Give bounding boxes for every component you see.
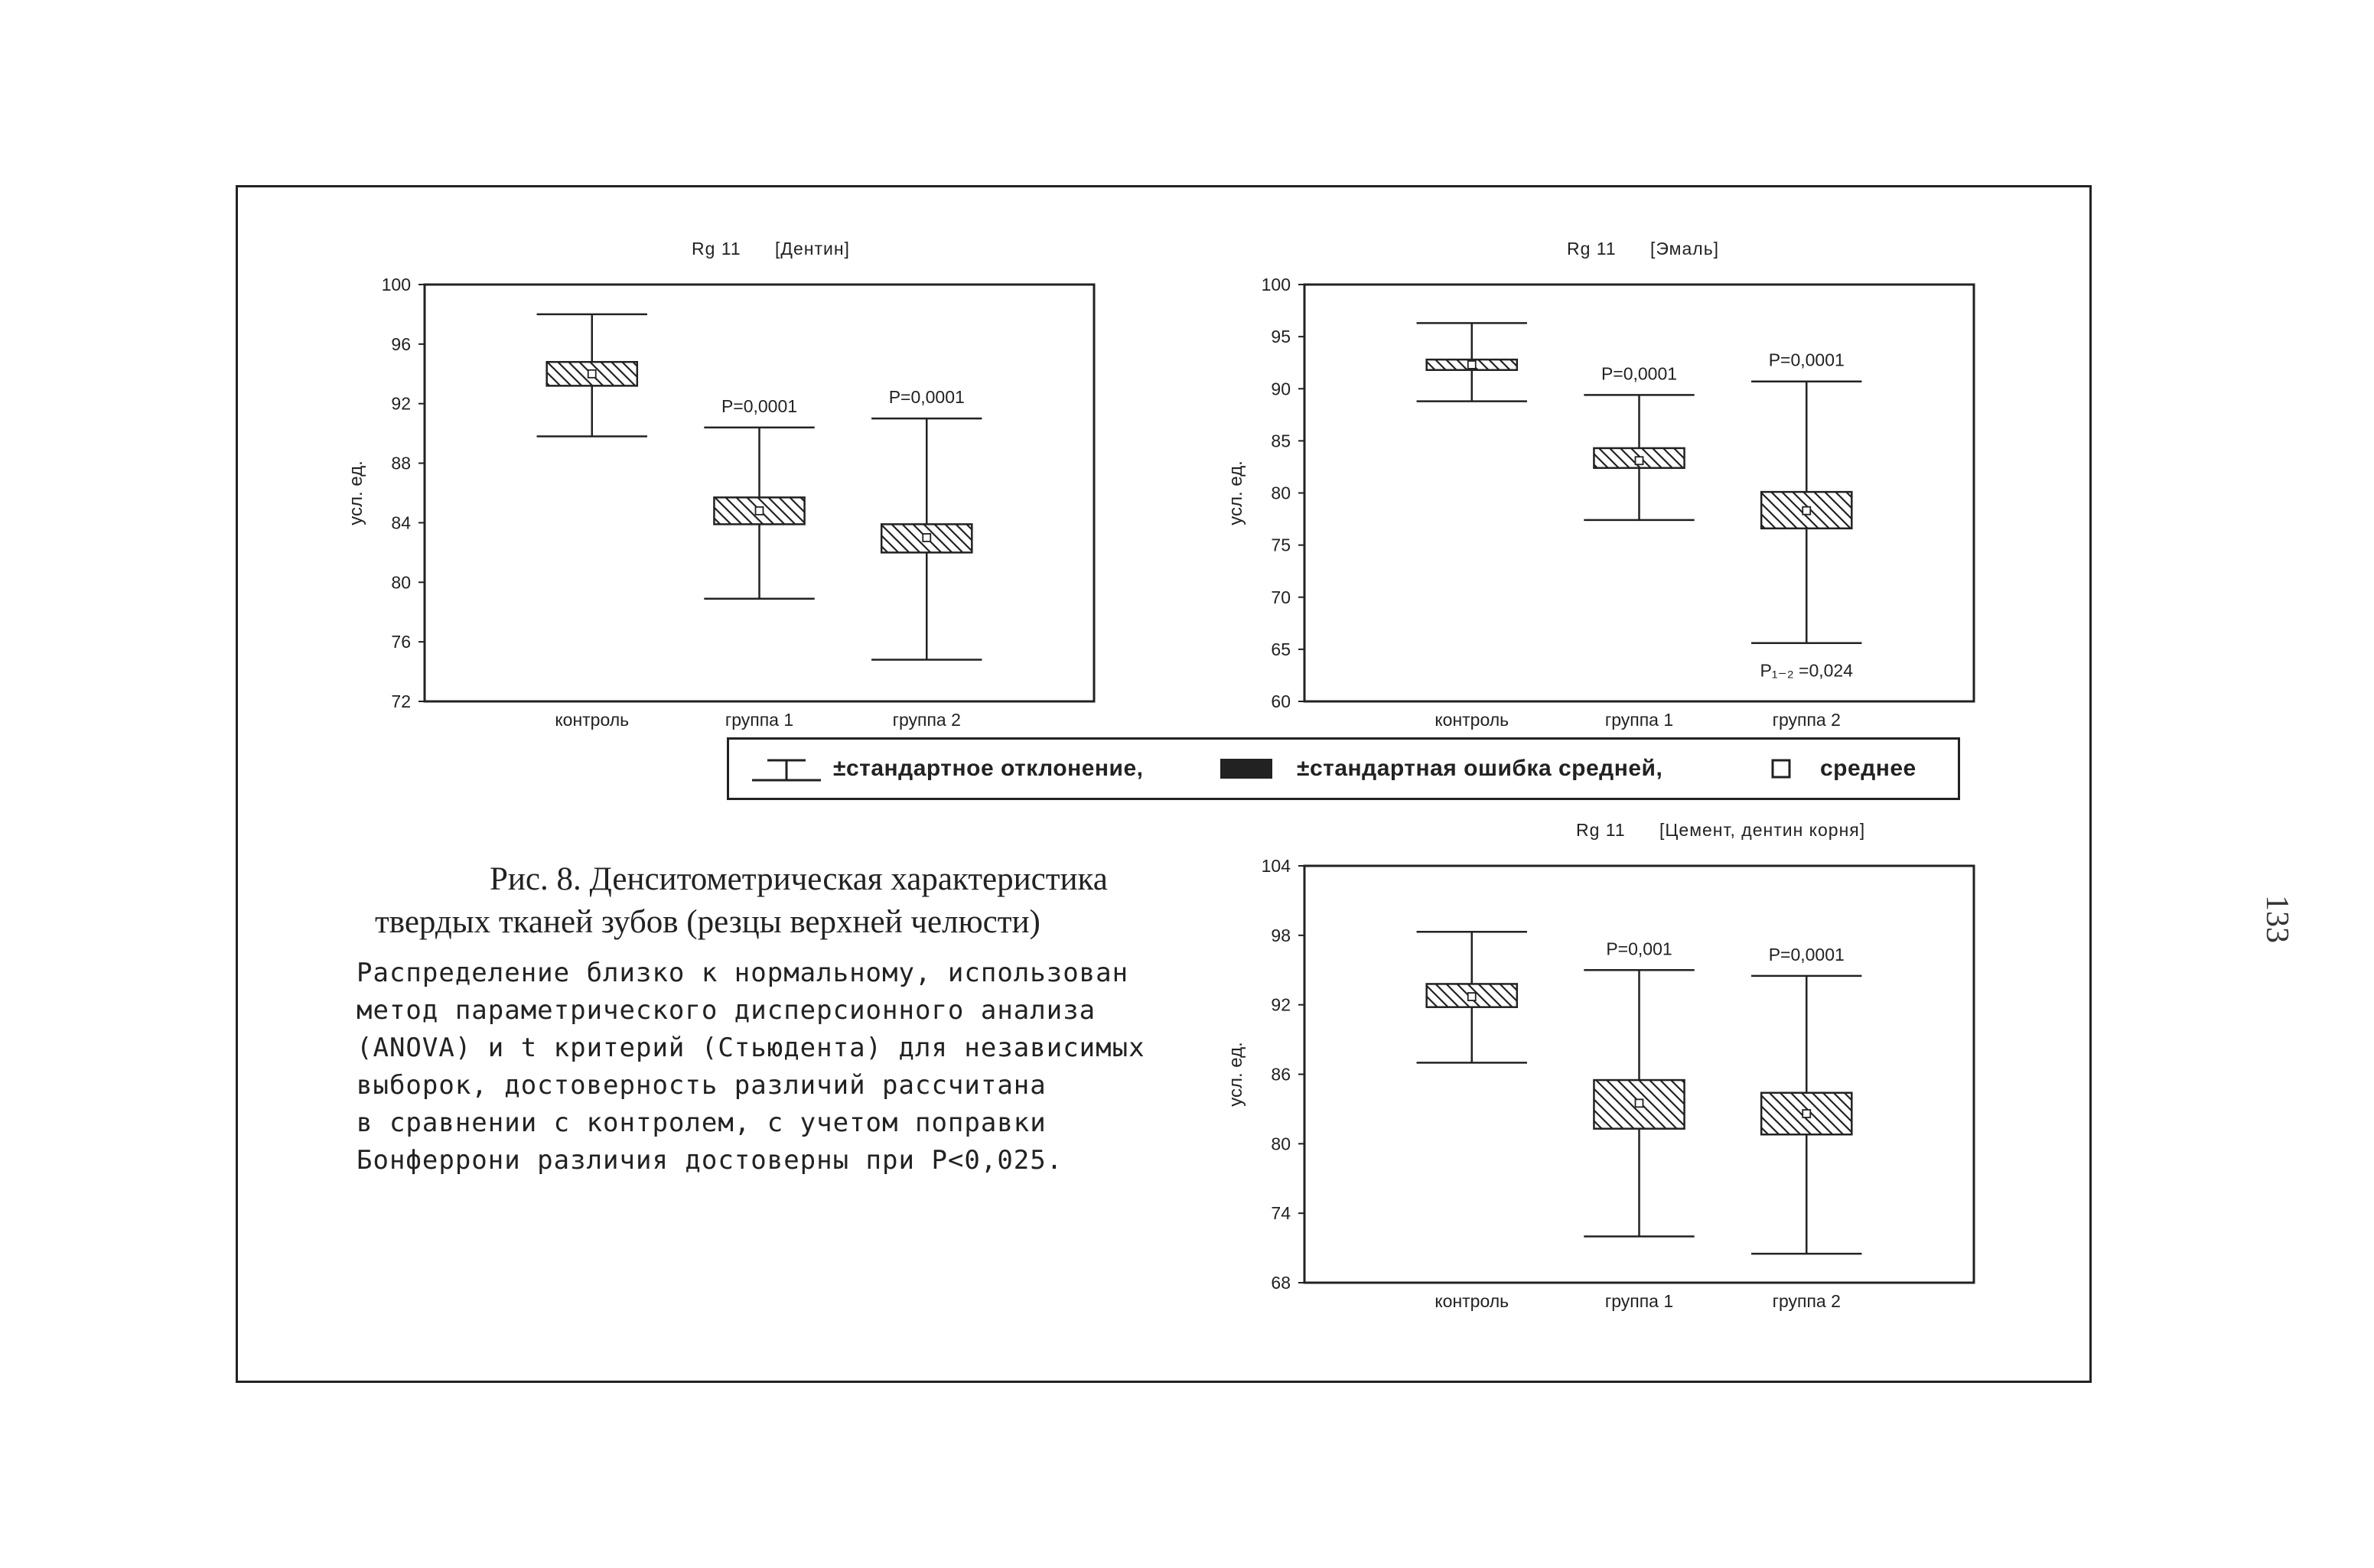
figure-caption-title xyxy=(360,858,1232,944)
x-tick-label: контроль xyxy=(1434,710,1509,730)
y-tick-label: 70 xyxy=(1271,587,1291,607)
caption-body-line: Бонферрони различия достоверны при P<0,025. xyxy=(357,1145,1063,1176)
y-tick-label: 86 xyxy=(1271,1064,1291,1085)
y-tick-label: 100 xyxy=(1261,275,1291,294)
x-tick-label: группа 1 xyxy=(1604,710,1674,730)
legend-item-mean xyxy=(1770,740,1916,798)
mean-marker xyxy=(756,507,764,515)
pairwise-annotation: P₁₋₂ =0,024 xyxy=(1760,660,1854,681)
mean-marker xyxy=(1636,457,1643,464)
filled-box-icon xyxy=(1219,756,1274,782)
y-axis-label: усл. ед. xyxy=(1226,1042,1246,1107)
x-tick-label: группа 1 xyxy=(725,710,794,730)
figure-caption-body xyxy=(357,955,1229,1179)
y-tick-label: 92 xyxy=(391,393,411,414)
y-tick-label: 76 xyxy=(391,632,411,652)
x-tick-label: контроль xyxy=(1434,1291,1509,1311)
chart-plot xyxy=(1209,811,1997,1331)
page-number: 133 xyxy=(2259,895,2294,943)
square-marker-icon xyxy=(1770,757,1793,780)
legend-sd-label: ±стандартное отклонение, xyxy=(833,756,1144,781)
y-tick-label: 88 xyxy=(391,453,411,473)
chart-title: Rg 11 [Дентин] xyxy=(692,239,850,259)
legend-se-label: ±стандартная ошибка средней, xyxy=(1297,756,1663,781)
mean-marker xyxy=(1468,993,1476,1000)
x-tick-label: группа 2 xyxy=(892,710,961,730)
x-tick-label: контроль xyxy=(555,710,630,730)
y-tick-label: 72 xyxy=(391,691,411,711)
y-tick-label: 90 xyxy=(1271,379,1291,399)
caption-body-line: Распределение близко к нормальному, использован xyxy=(357,958,1129,988)
chart-plot xyxy=(329,229,1117,750)
y-tick-label: 92 xyxy=(1271,994,1291,1015)
x-tick-label: группа 2 xyxy=(1772,1291,1841,1311)
chart-cement xyxy=(1209,811,1997,1331)
y-tick-label: 68 xyxy=(1271,1273,1291,1293)
x-tick-label: группа 1 xyxy=(1604,1291,1674,1311)
y-tick-label: 80 xyxy=(391,572,411,593)
legend-item-sd xyxy=(752,740,1144,798)
mean-marker xyxy=(1802,1110,1810,1117)
legend-mean-label: среднее xyxy=(1820,756,1916,781)
x-tick-label: группа 2 xyxy=(1772,710,1841,730)
legend xyxy=(727,737,1960,800)
y-tick-label: 65 xyxy=(1271,639,1291,659)
y-tick-label: 80 xyxy=(1271,1134,1291,1154)
significance-annotation: P=0,0001 xyxy=(721,395,798,416)
y-tick-label: 96 xyxy=(391,333,411,354)
caption-title-line: твердых тканей зубов (резцы верхней челюсти) xyxy=(375,904,1040,940)
y-tick-label: 75 xyxy=(1271,535,1291,555)
significance-annotation: P=0,001 xyxy=(1606,939,1672,959)
y-tick-label: 85 xyxy=(1271,431,1291,451)
y-tick-label: 95 xyxy=(1271,327,1291,347)
chart-dentin xyxy=(329,229,1117,750)
caption-body-line: (ANOVA) и t критерий (Стьюдента) для независимых xyxy=(357,1033,1145,1063)
significance-annotation: P=0,0001 xyxy=(888,387,965,408)
caption-body-line: выборок, достоверность различий рассчитана xyxy=(357,1070,1047,1101)
caption-title-line: Рис. 8. Денситометрическая характеристика xyxy=(490,861,1108,897)
chart-title: Rg 11 [Эмаль] xyxy=(1567,239,1720,259)
chart-title: Rg 11 [Цемент, дентин корня] xyxy=(1576,820,1866,840)
mean-marker xyxy=(588,370,596,378)
significance-annotation: P=0,0001 xyxy=(1768,944,1845,965)
caption-body-line: метод параметрического дисперсионного анализа xyxy=(357,995,1096,1026)
mean-marker xyxy=(1468,361,1476,369)
whisker-icon xyxy=(752,750,821,788)
y-tick-label: 80 xyxy=(1271,483,1291,503)
y-tick-label: 74 xyxy=(1271,1203,1291,1224)
mean-marker xyxy=(1802,507,1810,515)
legend-item-se xyxy=(1219,740,1662,798)
y-tick-label: 104 xyxy=(1261,856,1291,876)
y-axis-label: усл. ед. xyxy=(346,460,366,525)
mean-marker xyxy=(1636,1099,1643,1107)
caption-body-line: в сравнении с контролем, с учетом поправки xyxy=(357,1108,1047,1138)
y-tick-label: 98 xyxy=(1271,925,1291,945)
y-axis-label: усл. ед. xyxy=(1226,460,1246,525)
y-tick-label: 84 xyxy=(391,512,411,533)
chart-plot xyxy=(1209,229,1997,750)
significance-annotation: P=0,0001 xyxy=(1601,363,1678,384)
chart-enamel xyxy=(1209,229,1997,750)
y-tick-label: 100 xyxy=(381,275,411,294)
y-tick-label: 60 xyxy=(1271,691,1291,711)
significance-annotation: P=0,0001 xyxy=(1768,350,1845,370)
mean-marker xyxy=(923,534,930,542)
